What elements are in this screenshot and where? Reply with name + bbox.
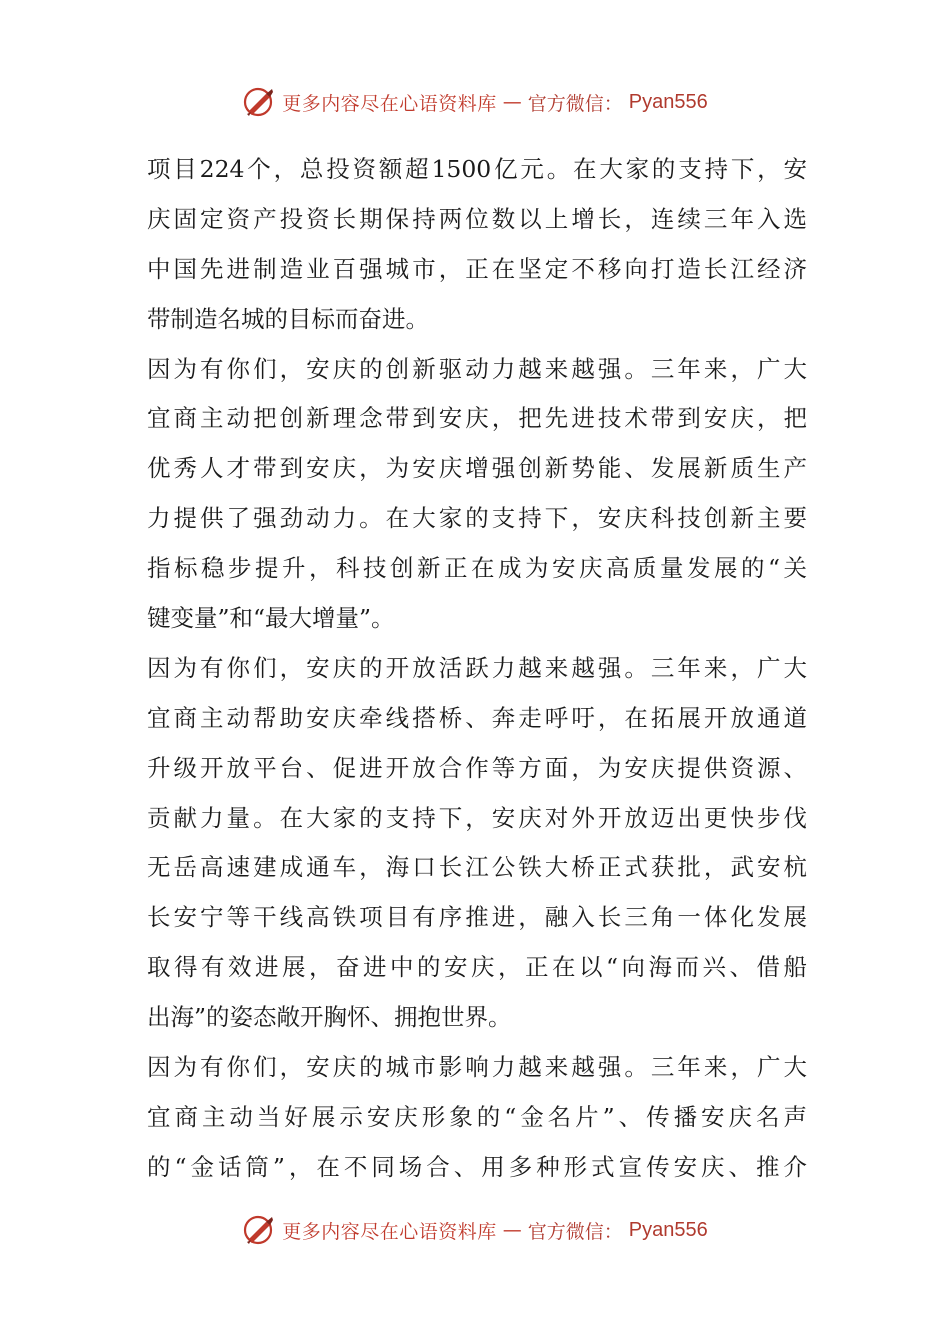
banner-dash: — <box>502 1219 522 1241</box>
text-line: 优秀人才带到安庆，为安庆增强创新势能、发展新质生产 <box>147 454 807 483</box>
banner-brand-text: 更多内容尽在心语资料库 <box>282 92 497 115</box>
text-line: 宜商主动帮助安庆牵线搭桥、奔走呼吁，在拓展开放通道 <box>147 703 807 732</box>
text-line: 项目224个，总投资额超1500亿元。在大家的支持下，安 <box>147 155 807 183</box>
banner-wechat-account: Pyan556 <box>628 1218 708 1241</box>
text-line: 升级开放平台、促进开放合作等方面，为安庆提供资源、 <box>147 753 807 782</box>
text-line: 因为有你们，安庆的开放活跃力越来越强。三年来，广大 <box>147 653 807 682</box>
banner-dash: — <box>502 91 522 113</box>
text-line: 宜商主动把创新理念带到安庆，把先进技术带到安庆，把 <box>147 404 807 433</box>
text-line: 因为有你们，安庆的创新驱动力越来越强。三年来，广大 <box>147 354 807 383</box>
pen-logo-icon <box>242 85 276 119</box>
header-banner <box>0 82 950 122</box>
banner-brand-text: 更多内容尽在心语资料库 <box>282 1220 497 1243</box>
banner-wechat-account: Pyan556 <box>628 90 708 113</box>
text-line: 庆固定资产投资长期保持两位数以上增长，连续三年入选 <box>147 204 807 233</box>
pen-logo-icon <box>242 1213 276 1247</box>
text-line: 键变量”和“最大增量”。 <box>147 604 395 633</box>
banner-wechat-label: 官方微信： <box>527 1220 623 1243</box>
text-line: 长安宁等干线高铁项目有序推进，融入长三角一体化发展 <box>147 903 807 932</box>
text-line: 宜商主动当好展示安庆形象的“金名片”、传播安庆名声 <box>147 1102 807 1131</box>
text-line: 中国先进制造业百强城市，正在坚定不移向打造长江经济 <box>147 254 807 283</box>
text-line: 指标稳步提升，科技创新正在成为安庆高质量发展的“关 <box>147 554 807 583</box>
text-line: 力提供了强劲动力。在大家的支持下，安庆科技创新主要 <box>147 504 807 533</box>
document-body <box>147 145 807 1193</box>
text-line: 无岳高速建成通车，海口长江公铁大桥正式获批，武安杭 <box>147 853 807 882</box>
text-line: 的“金话筒”，在不同场合、用多种形式宣传安庆、推介 <box>147 1152 807 1181</box>
text-line: 出海”的姿态敞开胸怀、拥抱世界。 <box>147 1003 512 1032</box>
footer-banner <box>0 1210 950 1250</box>
banner-wechat-label: 官方微信： <box>527 92 623 115</box>
text-line: 因为有你们，安庆的城市影响力越来越强。三年来，广大 <box>147 1053 807 1082</box>
text-line: 带制造名城的目标而奋进。 <box>147 304 429 333</box>
text-line: 贡献力量。在大家的支持下，安庆对外开放迈出更快步伐 <box>147 803 807 832</box>
text-line: 取得有效进展，奋进中的安庆，正在以“向海而兴、借船 <box>147 953 807 982</box>
